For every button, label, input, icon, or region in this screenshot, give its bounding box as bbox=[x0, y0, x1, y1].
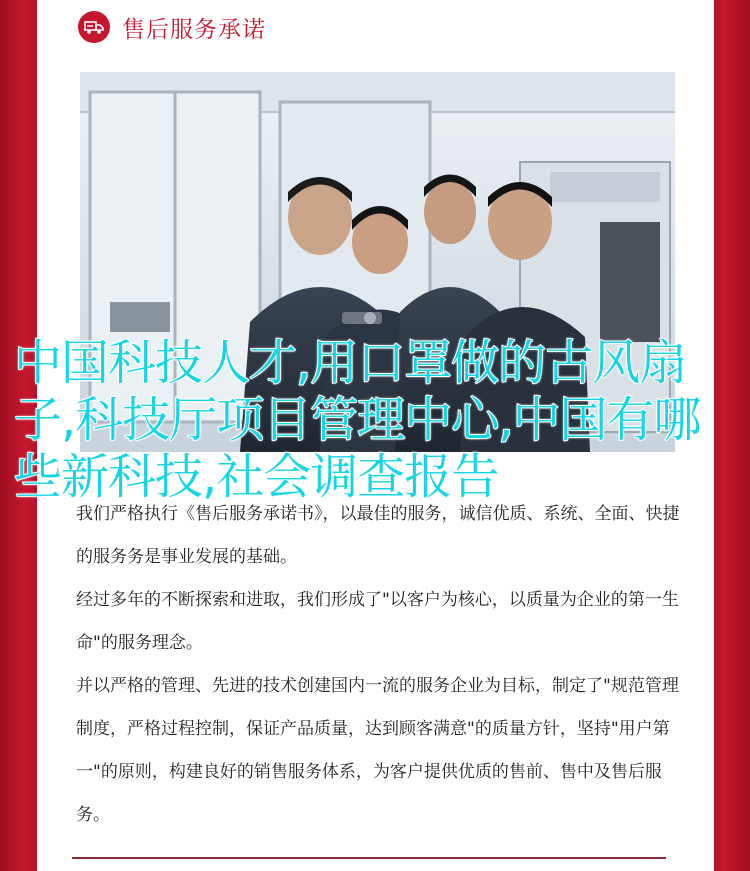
article-body bbox=[76, 493, 680, 837]
paragraph-3: 并以严格的管理、先进的技术创建国内一流的服务企业为目标，制定了"规范管理制度，严格过程控制，保证产品质量，达到顾客满意"的质量方针，坚持"用户第一"的原则，构建良好的销售服务体系，为客户提供优质的售前、售中及售后服务。 bbox=[76, 676, 679, 825]
overlay-headline: 中国科技人才,用口罩做的古风扇子,科技厅项目管理中心,中国有哪些新科技,社会调查报告 bbox=[14, 335, 701, 505]
delivery-truck-icon bbox=[78, 11, 110, 43]
section-title: 售后服务承诺 bbox=[122, 16, 266, 43]
footer-divider bbox=[72, 857, 666, 859]
paragraph-2: 经过多年的不断探索和进取，我们形成了"以客户为核心，以质量为企业的第一生命"的服务理念。 bbox=[76, 590, 679, 653]
section-header bbox=[78, 10, 266, 44]
right-frame bbox=[714, 0, 750, 871]
paragraph-1: 我们严格执行《售后服务承诺书》，以最佳的服务，诚信优质、系统、全面、快捷的服务务是事业发展的基础。 bbox=[76, 504, 680, 567]
